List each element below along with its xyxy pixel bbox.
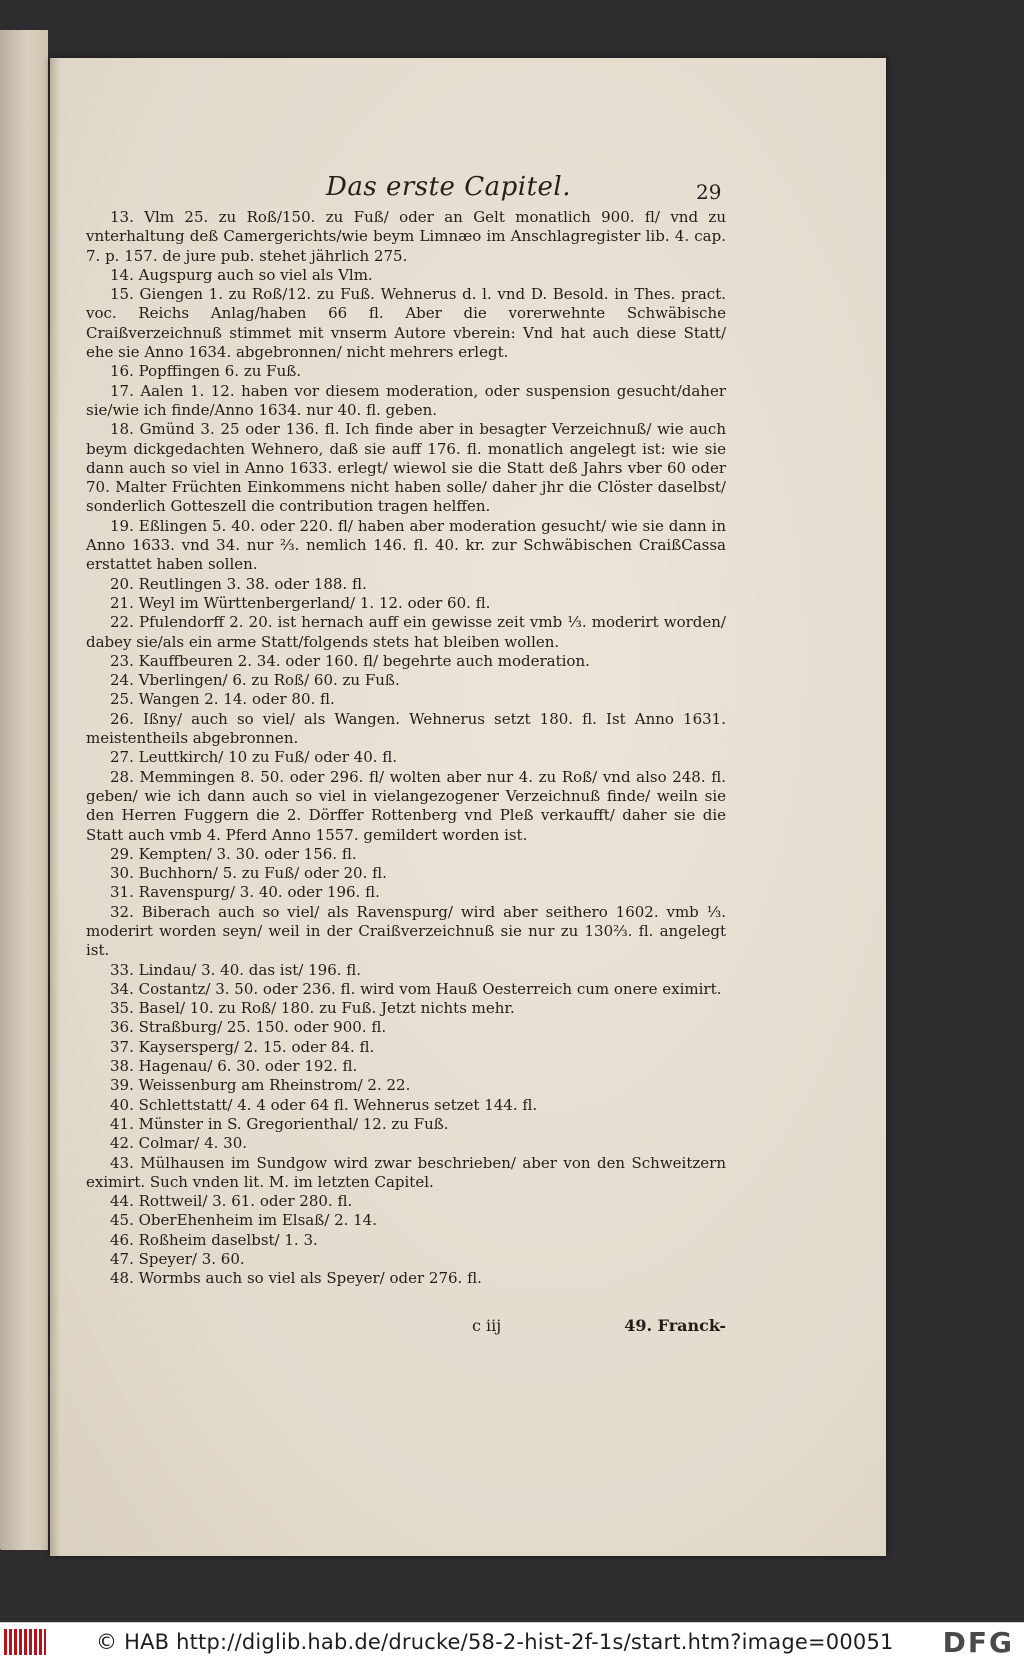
entry-46: 46. Roßheim daselbst/ 1. 3. — [110, 1230, 318, 1249]
entry-25: 25. Wangen 2. 14. oder 80. fl. — [110, 690, 335, 709]
entry-44: 44. Rottweil/ 3. 61. oder 280. fl. — [110, 1192, 353, 1211]
entry-22: 22. Pfulendorff 2. 20. ist hernach auff ein gewisse zeit vmb ⅓. moderirt worden/ dabey sie/als ein arme Statt/folgends stets hat bleiben wollen. — [86, 613, 726, 651]
entry-37: 37. Kaysersperg/ 2. 15. oder 84. fl. — [110, 1037, 375, 1056]
entry-36: 36. Straßburg/ 25. 150. oder 900. fl. — [110, 1018, 387, 1037]
entry-41: 41. Münster in S. Gregorienthal/ 12. zu Fuß. — [110, 1114, 449, 1133]
signature-mark: c iij — [472, 1316, 502, 1335]
viewer-footer-bar — [0, 1622, 1024, 1661]
entry-29: 29. Kempten/ 3. 30. oder 156. fl. — [110, 844, 357, 863]
source-credit-link[interactable]: © HAB http://diglib.hab.de/drucke/58-2-hist-2f-1s/start.htm?image=00051 — [96, 1630, 894, 1654]
entry-16: 16. Popffingen 6. zu Fuß. — [110, 362, 302, 381]
page-text — [86, 208, 726, 1289]
entry-17: 17. Aalen 1. 12. haben vor diesem moderation, oder suspension gesucht/daher sie/wie ich finde/Anno 1634. nur 40. fl. geben. — [86, 381, 726, 419]
entry-42: 42. Colmar/ 4. 30. — [110, 1134, 248, 1153]
page-footer — [86, 1316, 726, 1346]
entry-48: 48. Wormbs auch so viel als Speyer/ oder 276. fl. — [110, 1269, 482, 1288]
entry-35: 35. Basel/ 10. zu Roß/ 180. zu Fuß. Jetzt nichts mehr. — [110, 999, 515, 1018]
entry-34: 34. Costantz/ 3. 50. oder 236. fl. wird vom Hauß Oesterreich cum onere eximirt. — [110, 979, 722, 998]
entry-33: 33. Lindau/ 3. 40. das ist/ 196. fl. — [110, 960, 362, 979]
entry-40: 40. Schlettstatt/ 4. 4 oder 64 fl. Wehnerus setzet 144. fl. — [110, 1095, 538, 1114]
entry-13: 13. Vlm 25. zu Roß/150. zu Fuß/ oder an Gelt monatlich 900. fl/ vnd zu vnterhaltung deß Camergerichts/wie beym Limnæo im Anschlagregister lib. 4. cap. 7. p. 157. de jure pub. stehet jährlich 275. — [86, 208, 726, 265]
entry-24: 24. Vberlingen/ 6. zu Roß/ 60. zu Fuß. — [110, 671, 400, 690]
entry-20: 20. Reutlingen 3. 38. oder 188. fl. — [110, 574, 367, 593]
entry-30: 30. Buchhorn/ 5. zu Fuß/ oder 20. fl. — [110, 864, 387, 883]
page-gutter-shadow — [50, 58, 60, 1556]
dfg-logo: DFG — [942, 1626, 1014, 1659]
entry-19: 19. Eßlingen 5. 40. oder 220. fl/ haben aber moderation gesucht/ wie sie dann in Anno 1633. vnd 34. nur ⅔. nemlich 146. fl. 40. kr. zur Schwäbischen CraißCassa erstattet haben sollen. — [86, 516, 726, 574]
running-title: Das erste Capitel. — [326, 172, 571, 202]
entry-15: 15. Giengen 1. zu Roß/12. zu Fuß. Wehnerus d. l. vnd D. Besold. in Thes. pract. voc. Reichs Anlag/haben 66 fl. Aber die vorerwehnte Schwäbische Craißverzeichnuß stimmet mit vnserm Autore vberein: Vnd hat auch diese Statt/ ehe sie Anno 1634. abgebronnen/ nicht mehrers erlegt. — [86, 285, 726, 362]
entry-14: 14. Augspurg auch so viel als Vlm. — [110, 265, 373, 284]
entry-39: 39. Weissenburg am Rheinstrom/ 2. 22. — [110, 1076, 411, 1095]
entry-28: 28. Memmingen 8. 50. oder 296. fl/ wolten aber nur 4. zu Roß/ vnd also 248. fl. geben/ wie ich dann auch so viel in vielangezogener Verzeichnuß finde/ weiln sie den Herren Fuggern die 2. Dörffer Rottenberg vnd Pleß verkaufft/ daher sie die Statt auch vmb 4. Pferd Anno 1557. gemildert worden ist. — [86, 767, 726, 844]
page-number: 29 — [696, 180, 722, 204]
entry-26: 26. Ißny/ auch so viel/ als Wangen. Wehnerus setzt 180. fl. Ist Anno 1631. meistentheils abgebronnen. — [86, 709, 726, 748]
entry-21: 21. Weyl im Württenbergerland/ 1. 12. oder 60. fl. — [110, 593, 491, 612]
page-header — [90, 172, 720, 212]
entry-43: 43. Mülhausen im Sundgow wird zwar beschrieben/ aber von den Schweitzern eximirt. Such vnden lit. M. im letzten Capitel. — [86, 1153, 726, 1191]
entry-18: 18. Gmünd 3. 25 oder 136. fl. Ich finde aber in besagter Verzeichnuß/ wie auch beym dickgedachten Wehnero, daß sie auff 176. fl. monatlich angelegt ist: wie sie dann auch so viel in Anno 1633. erlegt/ wiewol sie die Statt deß Jahrs vber 60 oder 70. Malter Früchten Einkommens nicht haben solle/ daher jhr die Clöster daselbst/ sonderlich Gotteszell die contribution tragen helffen. — [86, 420, 726, 516]
catchword: 49. Franck- — [624, 1316, 726, 1335]
entry-31: 31. Ravenspurg/ 3. 40. oder 196. fl. — [110, 883, 380, 902]
entry-45: 45. OberEhenheim im Elsaß/ 2. 14. — [110, 1211, 377, 1230]
entry-27: 27. Leuttkirch/ 10 zu Fuß/ oder 40. fl. — [110, 748, 398, 767]
entry-47: 47. Speyer/ 3. 60. — [110, 1250, 245, 1269]
entry-23: 23. Kauffbeuren 2. 34. oder 160. fl/ begehrte auch moderation. — [110, 651, 590, 670]
hab-logo-icon — [4, 1629, 46, 1655]
previous-page-edge — [0, 30, 48, 1550]
entry-38: 38. Hagenau/ 6. 30. oder 192. fl. — [110, 1057, 358, 1076]
entry-32: 32. Biberach auch so viel/ als Ravenspurg/ wird aber seithero 1602. vmb ⅓. moderirt worden seyn/ weil in der Craißverzeichnuß sie nur zu 130⅔. fl. angelegt ist. — [86, 902, 726, 960]
